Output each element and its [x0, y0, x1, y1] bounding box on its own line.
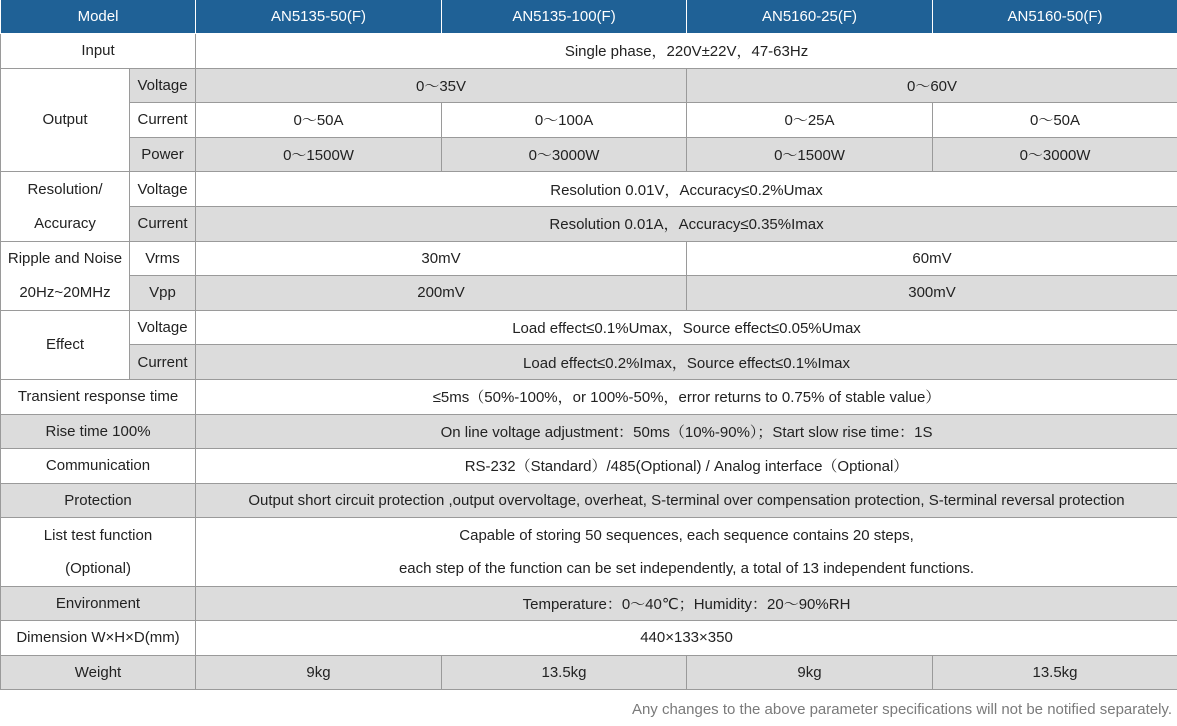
- output-power-value-4: 0～3000W: [933, 137, 1177, 172]
- effect-voltage-value: Load effect≤0.1%Umax，Source effect≤0.05%Umax: [196, 310, 1177, 345]
- ripple-vpp-value-1: 200mV: [196, 276, 687, 311]
- input-value: Single phase，220V±22V，47-63Hz: [196, 34, 1177, 69]
- transient-value: ≤5ms（50%-100%，or 100%-50%，error returns to 0.75% of stable value）: [196, 379, 1177, 414]
- list-test-label-line2: (Optional): [1, 552, 196, 586]
- transient-label: Transient response time: [1, 379, 196, 414]
- list-test-row-1: [1, 518, 1177, 552]
- weight-value-1: 9kg: [196, 655, 442, 690]
- output-current-label: Current: [130, 103, 196, 138]
- effect-label: Effect: [1, 310, 130, 379]
- model-header-1: AN5135-50(F): [196, 0, 442, 34]
- model-header-3: AN5160-25(F): [687, 0, 933, 34]
- footnote: Any changes to the above parameter specifications will not be notified separately.: [631, 701, 1172, 718]
- ripple-vrms-row: [1, 241, 1177, 276]
- header-row: [1, 0, 1177, 34]
- list-test-label-line1: List test function: [1, 518, 196, 552]
- weight-value-3: 9kg: [687, 655, 933, 690]
- protection-value: Output short circuit protection ,output overvoltage, overheat, S-terminal over compensation protection, S-terminal reversal protection: [196, 483, 1177, 518]
- output-voltage-value-2: 0～60V: [687, 68, 1177, 103]
- effect-current-label: Current: [130, 345, 196, 380]
- resolution-voltage-label: Voltage: [130, 172, 196, 207]
- resolution-voltage-row: [1, 172, 1177, 207]
- model-header-4: AN5160-50(F): [933, 0, 1177, 34]
- weight-label: Weight: [1, 655, 196, 690]
- list-test-value-line2: each step of the function can be set independently, a total of 13 independent functions.: [196, 552, 1177, 586]
- ripple-label-line2: 20Hz~20MHz: [1, 276, 130, 311]
- list-test-value-line1: Capable of storing 50 sequences, each sequence contains 20 steps,: [196, 518, 1177, 552]
- dimension-label: Dimension W×H×D(mm): [1, 621, 196, 656]
- ripple-vpp-value-2: 300mV: [687, 276, 1177, 311]
- dimension-value: 440×133×350: [196, 621, 1177, 656]
- output-voltage-value-1: 0～35V: [196, 68, 687, 103]
- ripple-vrms-value-2: 60mV: [687, 241, 1177, 276]
- environment-label: Environment: [1, 586, 196, 621]
- effect-current-row: [1, 345, 1177, 380]
- protection-row: [1, 483, 1177, 518]
- ripple-vrms-value-1: 30mV: [196, 241, 687, 276]
- effect-voltage-label: Voltage: [130, 310, 196, 345]
- resolution-voltage-value: Resolution 0.01V，Accuracy≤0.2%Umax: [196, 172, 1177, 207]
- model-header: Model: [1, 0, 196, 34]
- output-voltage-row: [1, 68, 1177, 103]
- ripple-label-line1: Ripple and Noise: [1, 241, 130, 276]
- ripple-vpp-row: [1, 276, 1177, 311]
- output-current-value-3: 0～25A: [687, 103, 933, 138]
- input-row: [1, 34, 1177, 69]
- output-current-value-2: 0～100A: [442, 103, 687, 138]
- environment-row: [1, 586, 1177, 621]
- resolution-label-line2: Accuracy: [1, 206, 130, 241]
- output-power-row: [1, 137, 1177, 172]
- rise-time-label: Rise time 100%: [1, 414, 196, 449]
- rise-time-value: On line voltage adjustment：50ms（10%-90%）；Start slow rise time：1S: [196, 414, 1177, 449]
- dimension-row: [1, 621, 1177, 656]
- ripple-vrms-label: Vrms: [130, 241, 196, 276]
- resolution-current-value: Resolution 0.01A，Accuracy≤0.35%Imax: [196, 206, 1177, 241]
- output-voltage-label: Voltage: [130, 68, 196, 103]
- effect-voltage-row: [1, 310, 1177, 345]
- model-header-2: AN5135-100(F): [442, 0, 687, 34]
- output-current-row: [1, 103, 1177, 138]
- weight-row: [1, 655, 1177, 690]
- output-power-value-3: 0～1500W: [687, 137, 933, 172]
- rise-time-row: [1, 414, 1177, 449]
- weight-value-2: 13.5kg: [442, 655, 687, 690]
- protection-label: Protection: [1, 483, 196, 518]
- output-power-value-1: 0～1500W: [196, 137, 442, 172]
- resolution-current-label: Current: [130, 206, 196, 241]
- communication-row: [1, 449, 1177, 484]
- communication-value: RS-232（Standard）/485(Optional) / Analog interface（Optional）: [196, 449, 1177, 484]
- output-current-value-4: 0～50A: [933, 103, 1177, 138]
- output-label: Output: [1, 68, 130, 172]
- effect-current-value: Load effect≤0.2%Imax，Source effect≤0.1%Imax: [196, 345, 1177, 380]
- list-test-row-2: [1, 552, 1177, 586]
- input-label: Input: [1, 34, 196, 69]
- communication-label: Communication: [1, 449, 196, 484]
- ripple-vpp-label: Vpp: [130, 276, 196, 311]
- transient-row: [1, 379, 1177, 414]
- resolution-label-line1: Resolution/: [1, 172, 130, 207]
- output-power-label: Power: [130, 137, 196, 172]
- output-power-value-2: 0～3000W: [442, 137, 687, 172]
- environment-value: Temperature：0～40℃；Humidity：20～90%RH: [196, 586, 1177, 621]
- resolution-current-row: [1, 206, 1177, 241]
- weight-value-4: 13.5kg: [933, 655, 1177, 690]
- output-current-value-1: 0～50A: [196, 103, 442, 138]
